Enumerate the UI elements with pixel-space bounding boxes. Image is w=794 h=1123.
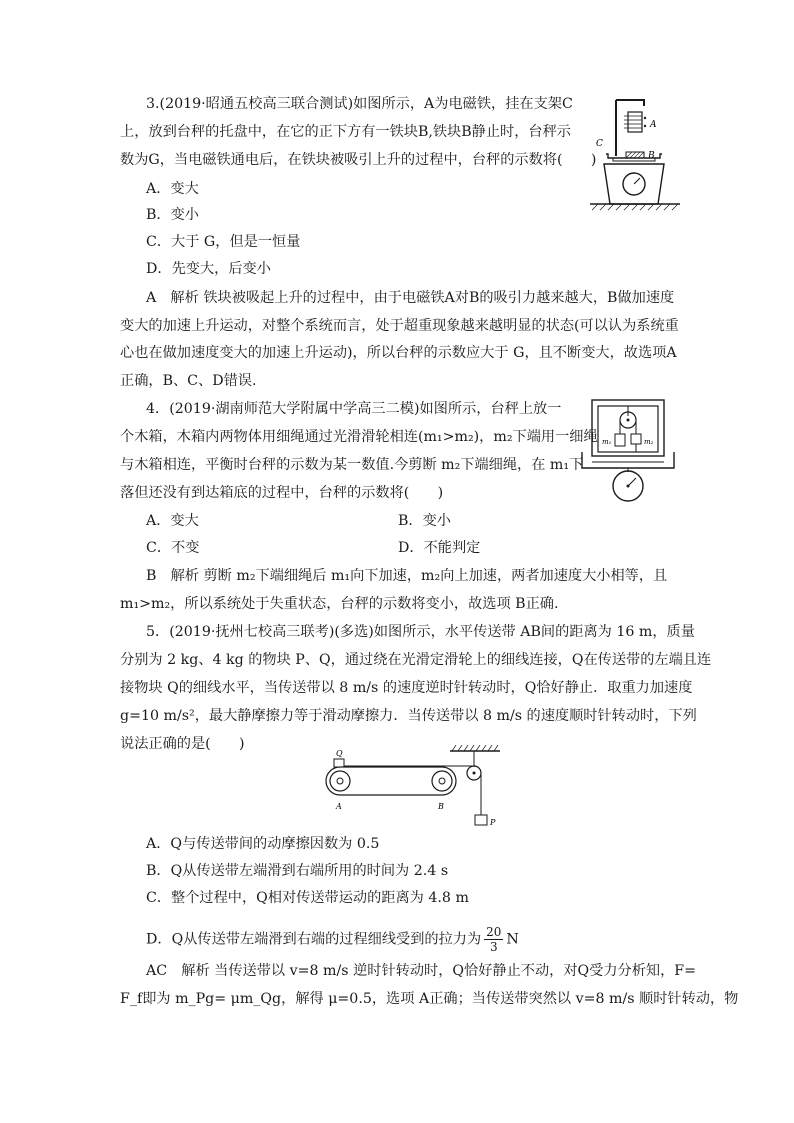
q5-option-d-text: D．Q从传送带左端滑到右端的过程细线受到的拉力为 <box>146 931 482 948</box>
q5-option-c: C．整个过程中，Q相对传送带运动的距离为 4.8 m <box>146 890 469 906</box>
q4-label-m1: m₁ <box>602 438 612 446</box>
q4-answer-line-2: m₁>m₂，所以系统处于失重状态，台秤的示数将变小，故选项 B正确. <box>120 596 559 612</box>
q5-stem-line-1: 5．(2019·抚州七校高三联考)(多选)如图所示，水平传送带 AB间的距离为 16 m，质量 <box>146 624 695 640</box>
q5-option-d-unit: N <box>506 931 519 948</box>
q3-label-c: C <box>596 139 603 149</box>
q4-label-m2: m₂ <box>644 438 654 446</box>
q3-label-b: B <box>648 151 655 161</box>
q3-answer-line-3: 心也在做加速度变大的加速上升运动)，所以台秤的示数应大于 G，且不断变大，故选项A <box>120 345 677 361</box>
q3-figure-electromagnet-scale <box>586 92 686 212</box>
q5-stem-line-4: g=10 m/s²，最大静摩擦力等于滑动摩擦力．当传送带以 8 m/s 的速度顺时针转动时，下列 <box>120 708 697 724</box>
q5-label-p: P <box>490 818 496 827</box>
fraction-denominator: 3 <box>489 940 498 954</box>
q4-stem-line-4: 落但还没有到达箱底的过程中，台秤的示数将( ) <box>120 485 444 501</box>
q5-figure-conveyor-belt <box>320 745 500 827</box>
q5-stem-line-3: 接物块 Q的细线水平，当传送带以 8 m/s 的速度逆时针转动时，Q恰好静止．取重力加速度 <box>120 680 693 696</box>
q3-answer-line-1: A 解析 铁块被吸起上升的过程中，由于电磁铁A对B的吸引力越来越大，B做加速度 <box>146 290 675 306</box>
q3-stem-line-2: 上，放到台秤的托盘中，在它的正下方有一铁块B,铁块B静止时，台秤示 <box>120 124 571 140</box>
q5-option-b: B．Q从传送带左端滑到右端所用的时间为 2.4 s <box>146 863 449 879</box>
q3-option-d: D．先变大，后变小 <box>146 261 271 277</box>
q4-option-d: D．不能判定 <box>398 540 481 556</box>
q3-option-a: A．变大 <box>146 181 199 197</box>
q5-option-d-fraction <box>484 925 503 954</box>
q5-stem-line-5: 说法正确的是( ) <box>120 736 245 752</box>
q4-stem-line-3: 与木箱相连，平衡时台秤的示数为某一数值.今剪断 m₂下端细绳，在 m₁下 <box>120 457 584 473</box>
q5-label-q: Q <box>336 749 343 758</box>
q5-answer-line-2: F_f即为 m_Pg= μm_Qg，解得 μ=0.5，选项 A正确；当传送带突然以 v=8 m/s 顺时针转动，物 <box>120 991 739 1007</box>
q5-option-d <box>146 925 519 954</box>
q3-option-c: C．大于 G，但是一恒量 <box>146 234 301 250</box>
q4-stem-line-1: 4．(2019·湖南师范大学附属中学高三二模)如图所示，台秤上放一 <box>146 401 562 417</box>
q3-option-b: B．变小 <box>146 207 199 223</box>
q4-answer-line-1: B 解析 剪断 m₂下端细绳后 m₁向下加速，m₂向上加速，两者加速度大小相等，且 <box>146 568 668 584</box>
q3-answer-line-4: 正确，B、C、D错误. <box>120 373 257 389</box>
q3-stem-line-1: 3.(2019·昭通五校高三联合测试)如图所示，A为电磁铁，挂在支架C <box>146 96 573 112</box>
q3-label-a: A <box>650 120 657 130</box>
q4-stem-line-2: 个木箱，木箱内两物体用细绳通过光滑滑轮相连(m₁>m₂)，m₂下端用一细绳 <box>120 429 598 445</box>
q5-label-b: B <box>438 802 444 811</box>
q5-label-a: A <box>336 802 342 811</box>
q3-answer-line-2: 变大的加速上升运动，对整个系统而言，处于超重现象越来越明显的状态(可以认为系统重 <box>120 318 679 334</box>
q5-answer-line-1: AC 解析 当传送带以 v=8 m/s 逆时针转动时，Q恰好静止不动，对Q受力分析知，F= <box>146 963 697 979</box>
q5-option-a: A．Q与传送带间的动摩擦因数为 0.5 <box>146 836 380 852</box>
q5-stem-line-2: 分别为 2 kg、4 kg 的物块 P、Q，通过绕在光滑定滑轮上的细线连接，Q在传送带的左端且连 <box>120 652 712 668</box>
q4-figure-box-pulley-scale <box>578 396 684 508</box>
q4-option-b: B．变小 <box>398 513 451 529</box>
q4-option-c: C．不变 <box>146 540 200 556</box>
q3-stem-line-3: 数为G，当电磁铁通电后，在铁块被吸引上升的过程中，台秤的示数将( ) <box>120 152 597 168</box>
q4-option-a: A．变大 <box>146 513 199 529</box>
fraction-numerator: 20 <box>486 925 502 939</box>
